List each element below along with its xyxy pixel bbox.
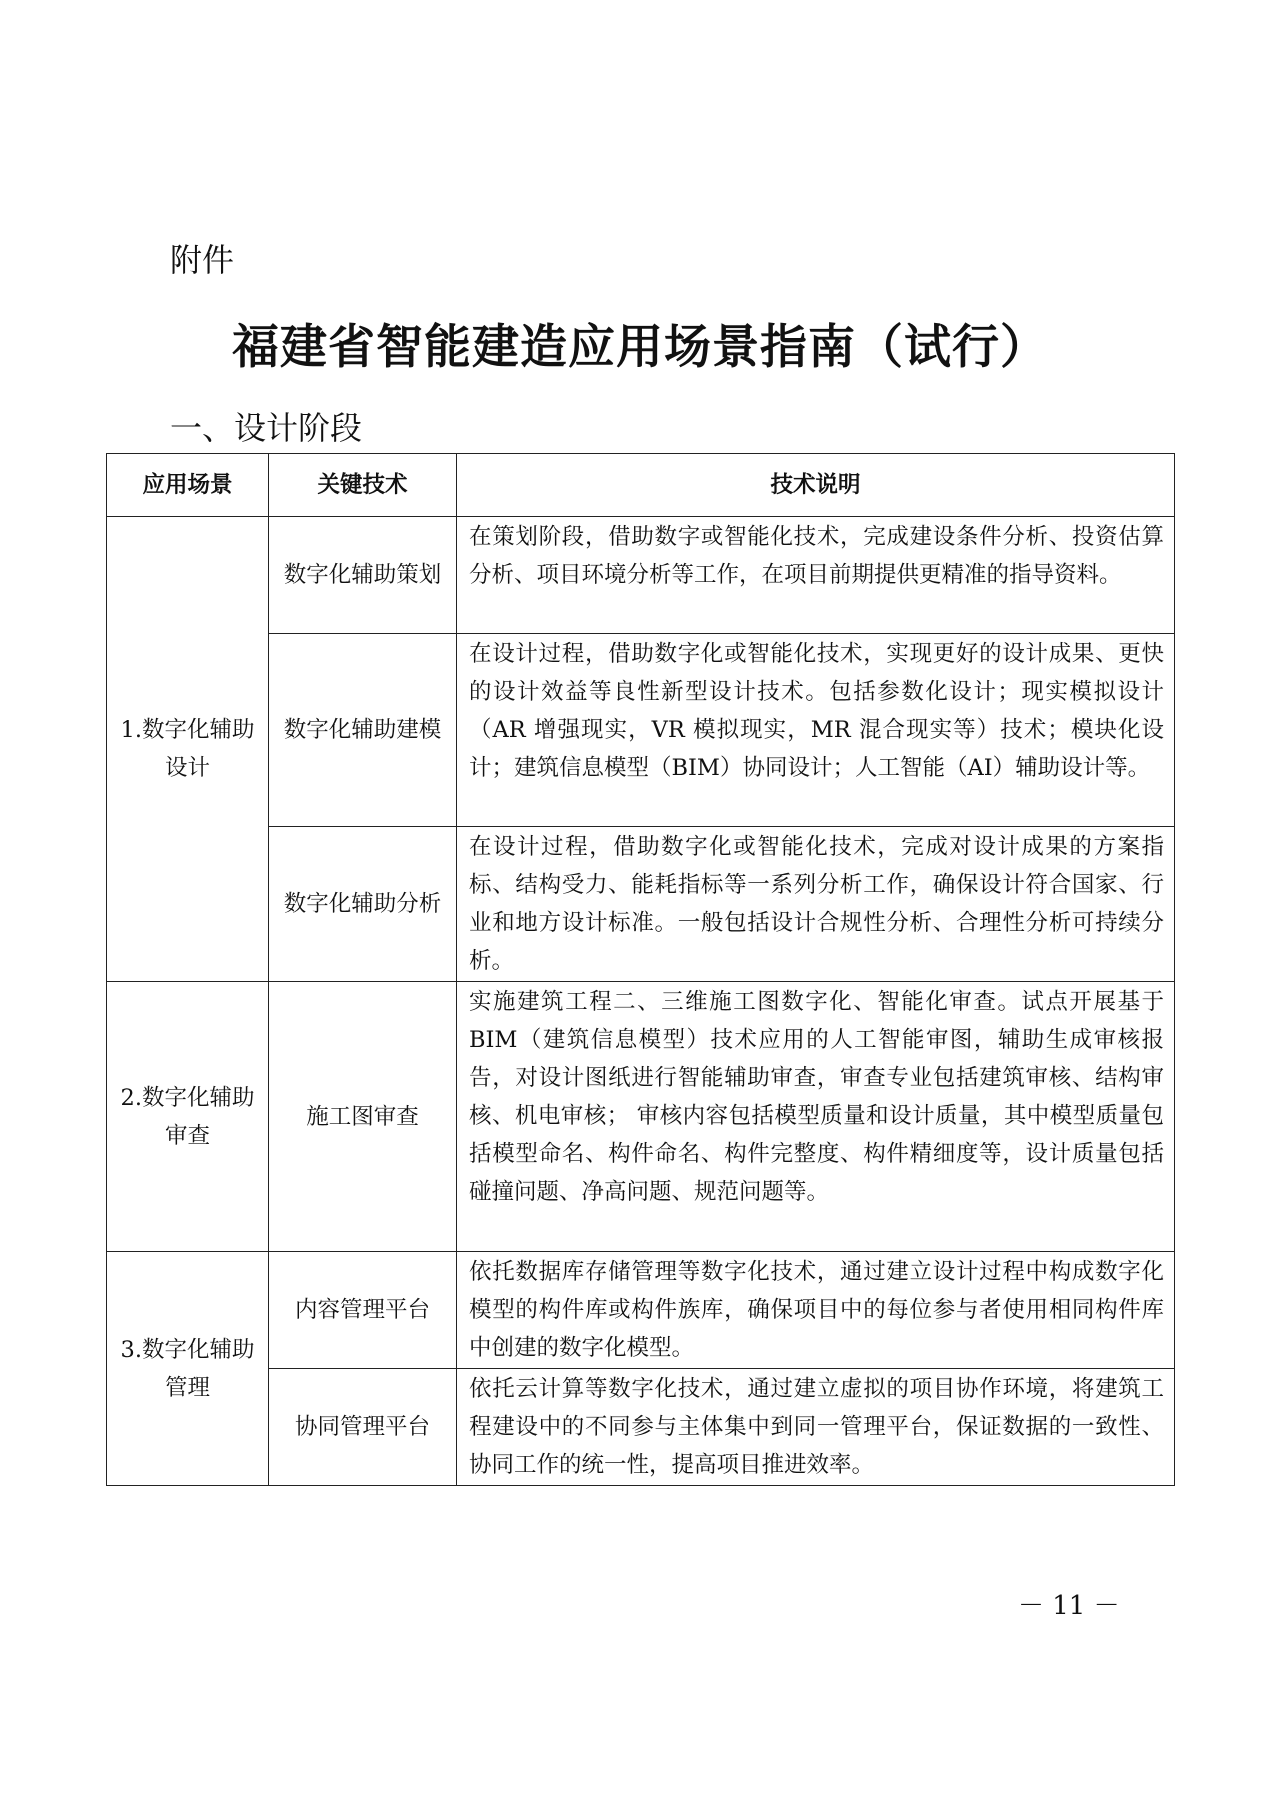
- header-scene: 应用场景: [107, 454, 269, 517]
- page-number: － 11 －: [1018, 1591, 1120, 1621]
- header-key-tech: 关键技术: [269, 454, 457, 517]
- section-heading: 一、设计阶段: [170, 409, 363, 447]
- table-row: [107, 982, 1175, 1252]
- scene-cell: 2.数字化辅助审查: [107, 982, 269, 1252]
- scene-cell: 1.数字化辅助设计: [107, 517, 269, 982]
- attachment-label: 附件: [170, 241, 235, 279]
- table-row: [107, 517, 1175, 634]
- tech-desc-cell: 在设计过程，借助数字化或智能化技术，完成对设计成果的方案指标、结构受力、能耗指标等一系列分析工作，确保设计符合国家、行业和地方设计标准。一般包括设计合规性分析、合理性分析可持续分析。: [457, 827, 1175, 982]
- key-tech-cell: 数字化辅助建模: [269, 634, 457, 827]
- key-tech-cell: 施工图审查: [269, 982, 457, 1252]
- tech-desc-cell: 实施建筑工程二、三维施工图数字化、智能化审查。试点开展基于 BIM（建筑信息模型）技术应用的人工智能审图，辅助生成审核报告，对设计图纸进行智能辅助审查，审查专业包括建筑审核、结构审核、机电审核； 审核内容包括模型质量和设计质量，其中模型质量包括模型命名、构件命名、构件完整度、构件精细度等，设计质量包括碰撞问题、净高问题、规范问题等。: [457, 982, 1175, 1252]
- tech-desc-cell: 在设计过程，借助数字化或智能化技术，实现更好的设计成果、更快的设计效益等良性新型设计技术。包括参数化设计；现实模拟设计（AR 增强现实，VR 模拟现实，MR 混合现实等）技术；模块化设计；建筑信息模型（BIM）协同设计；人工智能（AI）辅助设计等。: [457, 634, 1175, 827]
- header-tech-desc: 技术说明: [457, 454, 1175, 517]
- tech-desc-cell: 依托云计算等数字化技术，通过建立虚拟的项目协作环境，将建筑工程建设中的不同参与主体集中到同一管理平台，保证数据的一致性、协同工作的统一性，提高项目推进效率。: [457, 1369, 1175, 1486]
- table-header-row: [107, 454, 1175, 517]
- scenario-table: [106, 453, 1175, 1486]
- tech-desc-cell: 在策划阶段，借助数字或智能化技术，完成建设条件分析、投资估算分析、项目环境分析等工作，在项目前期提供更精准的指导资料。: [457, 517, 1175, 634]
- table-row: [107, 1252, 1175, 1369]
- tech-desc-cell: 依托数据库存储管理等数字化技术，通过建立设计过程中构成数字化模型的构件库或构件族库，确保项目中的每位参与者使用相同构件库中创建的数字化模型。: [457, 1252, 1175, 1369]
- key-tech-cell: 协同管理平台: [269, 1369, 457, 1486]
- document-title: 福建省智能建造应用场景指南（试行）: [232, 320, 1048, 375]
- key-tech-cell: 数字化辅助分析: [269, 827, 457, 982]
- key-tech-cell: 内容管理平台: [269, 1252, 457, 1369]
- scene-cell: 3.数字化辅助管理: [107, 1252, 269, 1486]
- key-tech-cell: 数字化辅助策划: [269, 517, 457, 634]
